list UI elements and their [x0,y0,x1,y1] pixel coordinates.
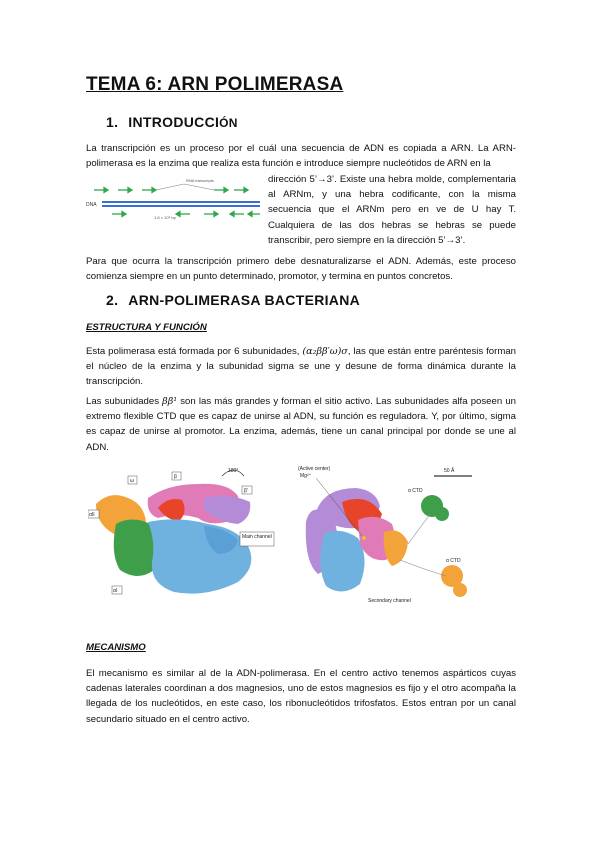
label-omega: ω [130,478,134,484]
section-2-heading [106,292,360,308]
scale-label: 50 Å [444,468,455,474]
label-alpha-2: αII [89,512,95,518]
mecanismo-paragraph: El mecanismo es similar al de la ADN-polimerasa. En el centro activo tenemos aspárticos cuyas cadenas laterales coordinan a dos magnesios, uno de estos magnesios es fijo y el otro acompaña la llegada de los nucleótidos, en este caso, los ribonucleótidos trifosfatos. Estos entran por un canal secundario situado en el centro activo. [86,668,516,725]
ctd-label-2: α CTD [446,558,461,564]
transcription-figure [84,172,264,220]
section-2-number: 2. [106,292,119,308]
estructura-paragraph-1 [86,344,516,390]
rotation-label: 180° [228,468,239,474]
subheading-estructura: ESTRUCTURA Y FUNCIÓN [86,322,207,333]
text-part: , las que están entre paréntesis forman el núcleo de la enzima y la subunidad sigma se une y desune de forma dinámica durante la transcripción. [86,346,516,388]
dna-label: DNA [86,202,97,208]
active-center-label: (Active center) [298,466,331,472]
main-channel-label: Main channel [242,534,272,540]
subunit-formula: (α₂ββ′ω)σ [302,346,348,357]
text-part: son las más grandes y forman el sitio activo. Las subunidades alfa poseen un extremo flexible CTD que es capaz de unirse al ADN, su función es reguladora. Y, por último, sigma es capaz de unirse al promotor. La enzima, además, tiene un canal principal por donde se une al ADN. [86,396,516,453]
section-1-title-tail: ÓN [219,116,238,130]
label-alpha-1: αI [113,588,118,594]
intro-paragraph-2: Para que ocurra la transcripción primero debe desnaturalizarse el ADN. Además, este proceso comienza siempre en un punto determinado, promotor, y termina en puntos concretos. [86,256,516,283]
text-part: Esta polimerasa está formada por 6 subunidades, [86,346,303,357]
label-beta: β [174,474,177,480]
subheading-mecanismo: MECANISMO [86,642,146,653]
intro-paragraph-1-continued: dirección 5’→3’. Existe una hebra molde, complementaria al ARNm, y una hebra codificante, con la misma secuencia que el ARNm pero en ve de U hay T. Cualquiera de las dos hebras se hebras se puede transcribir, pero siempre en la dirección 5’→3’. [268,174,516,246]
section-1-title: INTRODUCCI [128,114,220,130]
text-part: Las subunidades [86,396,163,407]
mg-label: Mg²⁺ [300,473,312,479]
section-1-heading [106,114,238,130]
rna-polymerase-structure-right [296,462,492,612]
intro-paragraph-1: La transcripción es un proceso por el cuál una secuencia de ADN es copiada a ARN. La ARN-polimerasa es la enzima que realiza esta función e introduce siempre nucleótidos de ARN en la [86,143,516,170]
section-1-number: 1. [106,114,119,130]
page-title: TEMA 6: ARN POLIMERASA [86,74,344,95]
figure-top-label: RNA transcripts [186,178,214,183]
beta-formula: ββ¹ [162,396,178,407]
section-2-title: ARN-POLIMERASA BACTERIANA [128,292,361,308]
secondary-channel-label: Secondary channel [368,598,411,604]
rna-polymerase-structure-left [88,462,280,602]
ctd-label-1: α CTD [408,488,423,494]
estructura-paragraph-2 [86,394,516,455]
label-beta-prime: β′ [244,488,248,494]
figure-bottom-label: 1.8 × 10⁵ bp [154,215,176,220]
